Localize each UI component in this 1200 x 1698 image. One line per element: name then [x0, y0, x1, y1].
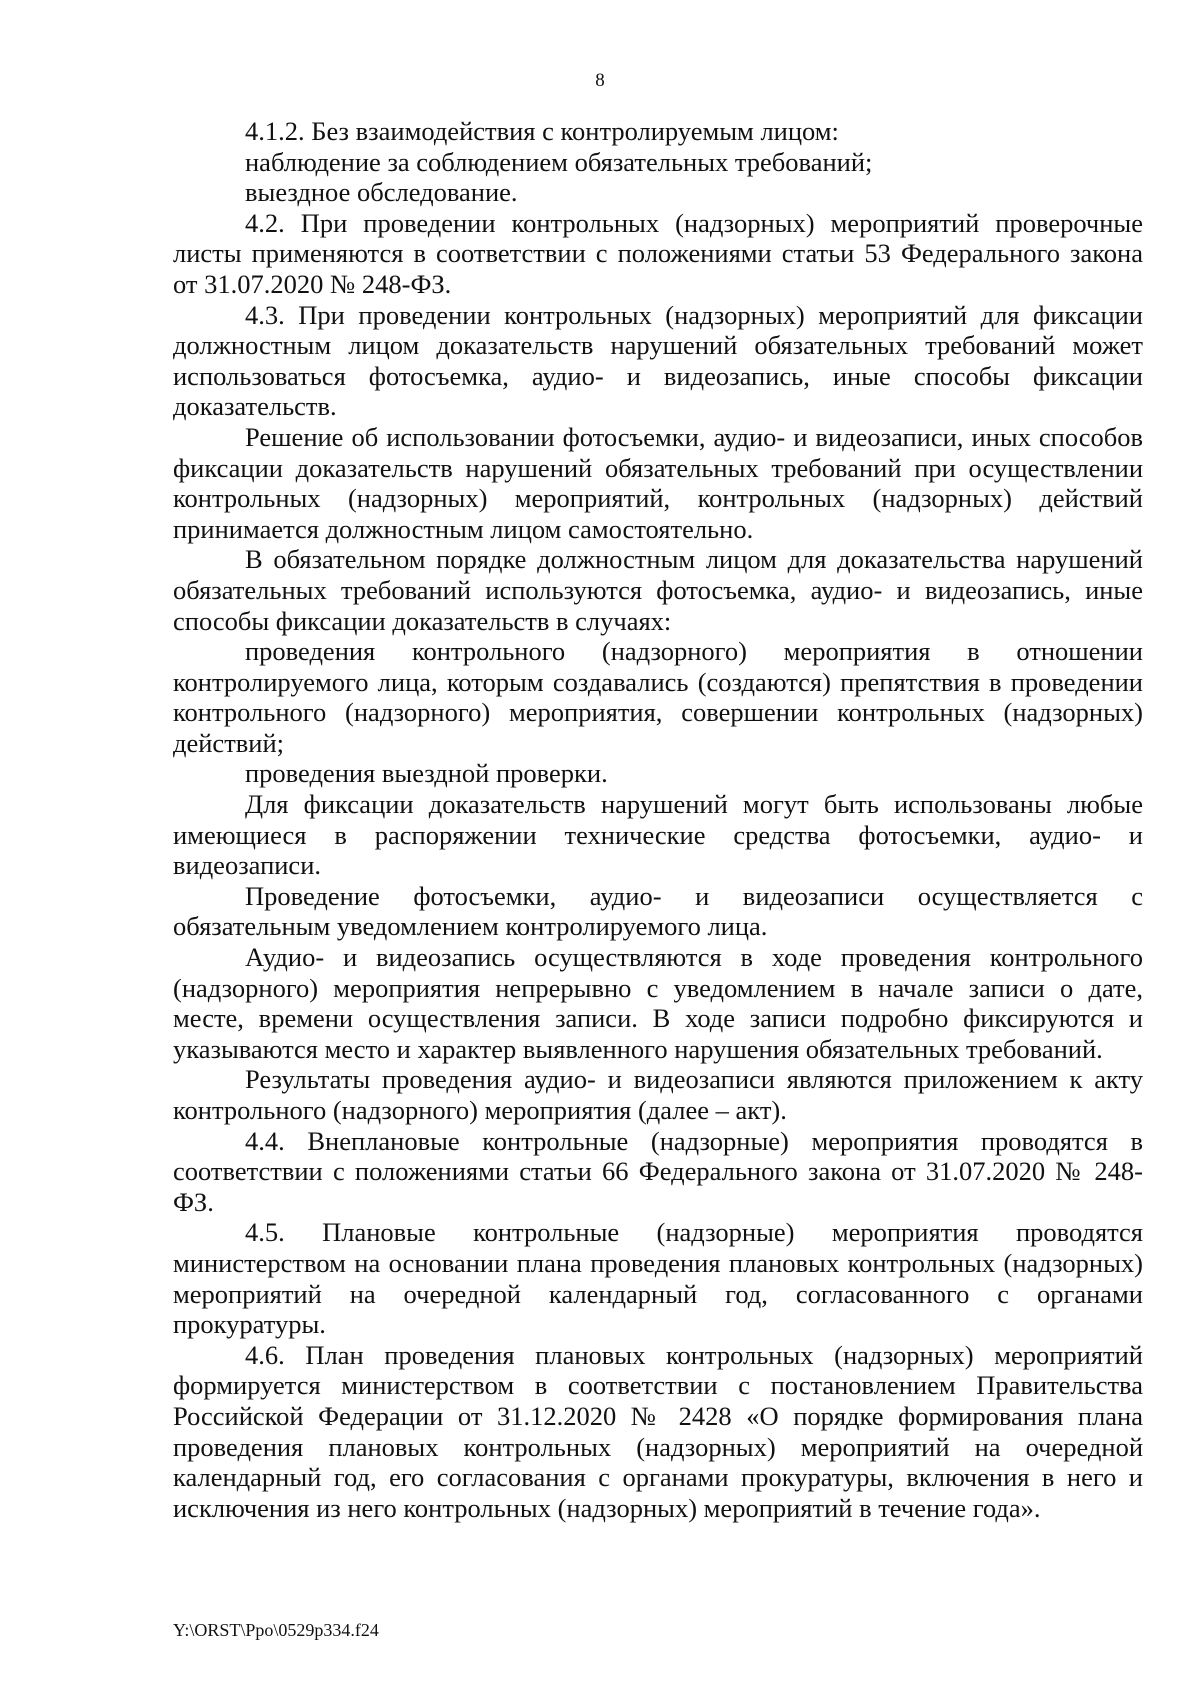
paragraph-mandatory-order: В обязательном порядке должностным лицом для доказательства нарушений обязательных требований используются фотосъемка, аудио- и видеозапись, иные способы фиксации доказательств в случаях:: [173, 544, 1143, 636]
paragraph-4-6: 4.6. План проведения плановых контрольных (надзорных) мероприятий формируется министерством в соответствии с постановлением Правительства Российской Федерации от 31.12.2020 № 2428 «О порядке формирования плана проведения плановых контрольных (надзорных) мероприятий на очередной календарный год, его согласования с органами прокуратуры, включения в него и исключения из него контрольных (надзорных) мероприятий в течение года».: [173, 1339, 1143, 1523]
paragraph-4-2: 4.2. При проведении контрольных (надзорных) мероприятий проверочные листы применяются в соответствии с положениями статьи 53 Федерального закона от 31.07.2020 № 248-ФЗ.: [173, 207, 1143, 299]
paragraph-technical-means: Для фиксации доказательств нарушений могут быть использованы любые имеющиеся в распоряжении технические средства фотосъемки, аудио- и видеозаписи.: [173, 789, 1143, 881]
document-body: [173, 116, 1143, 1523]
paragraph-4-4: 4.4. Внеплановые контрольные (надзорные) мероприятия проводятся в соответствии с положениями статьи 66 Федерального закона от 31.07.2020 № 248-ФЗ.: [173, 1125, 1143, 1217]
paragraph-recording: Аудио- и видеозапись осуществляются в ходе проведения контрольного (надзорного) мероприятия непрерывно с уведомлением в начале записи о дате, месте, времени осуществления записи. В ходе записи подробно фиксируются и указываются место и характер выявленного нарушения обязательных требований.: [173, 942, 1143, 1064]
paragraph-4-1-2: 4.1.2. Без взаимодействия с контролируемым лицом:: [245, 116, 839, 146]
page-number: 8: [595, 70, 605, 91]
file-path-footer: Y:\ORST\Ppo\0529p334.f24: [173, 1620, 379, 1640]
paragraph-results: Результаты проведения аудио- и видеозаписи являются приложением к акту контрольного (надзорного) мероприятия (далее – акт).: [173, 1064, 1143, 1125]
paragraph-field-inspection: проведения выездной проверки.: [245, 758, 608, 789]
paragraph-4-3: 4.3. При проведении контрольных (надзорных) мероприятий для фиксации должностным лицом доказательств нарушений обязательных требований может использоваться фотосъемка, аудио- и видеозапись, иные способы фиксации доказательств.: [173, 299, 1143, 422]
paragraph-notification: Проведение фотосъемки, аудио- и видеозаписи осуществляется с обязательным уведомлением контролируемого лица.: [173, 880, 1143, 942]
paragraph-4-5: 4.5. Плановые контрольные (надзорные) мероприятия проводятся министерством на основании плана проведения плановых контрольных (надзорных) мероприятий на очередной календарный год, согласованного с органами прокуратуры.: [173, 1217, 1143, 1340]
paragraph-observation: наблюдение за соблюдением обязательных требований;: [245, 146, 873, 177]
paragraph-decision: Решение об использовании фотосъемки, аудио- и видеозаписи, иных способов фиксации доказательств нарушений обязательных требований при осуществлении контрольных (надзорных) мероприятий, контрольных (надзорных) действий принимается должностным лицом самостоятельно.: [173, 421, 1143, 544]
paragraph-obstruction-case: проведения контрольного (надзорного) мероприятия в отношении контролируемого лица, которым создавались (создаются) препятствия в проведении контрольного (надзорного) мероприятия, совершении контрольных (надзорных) действий;: [173, 636, 1143, 758]
paragraph-field-survey: выездное обследование.: [245, 177, 518, 208]
